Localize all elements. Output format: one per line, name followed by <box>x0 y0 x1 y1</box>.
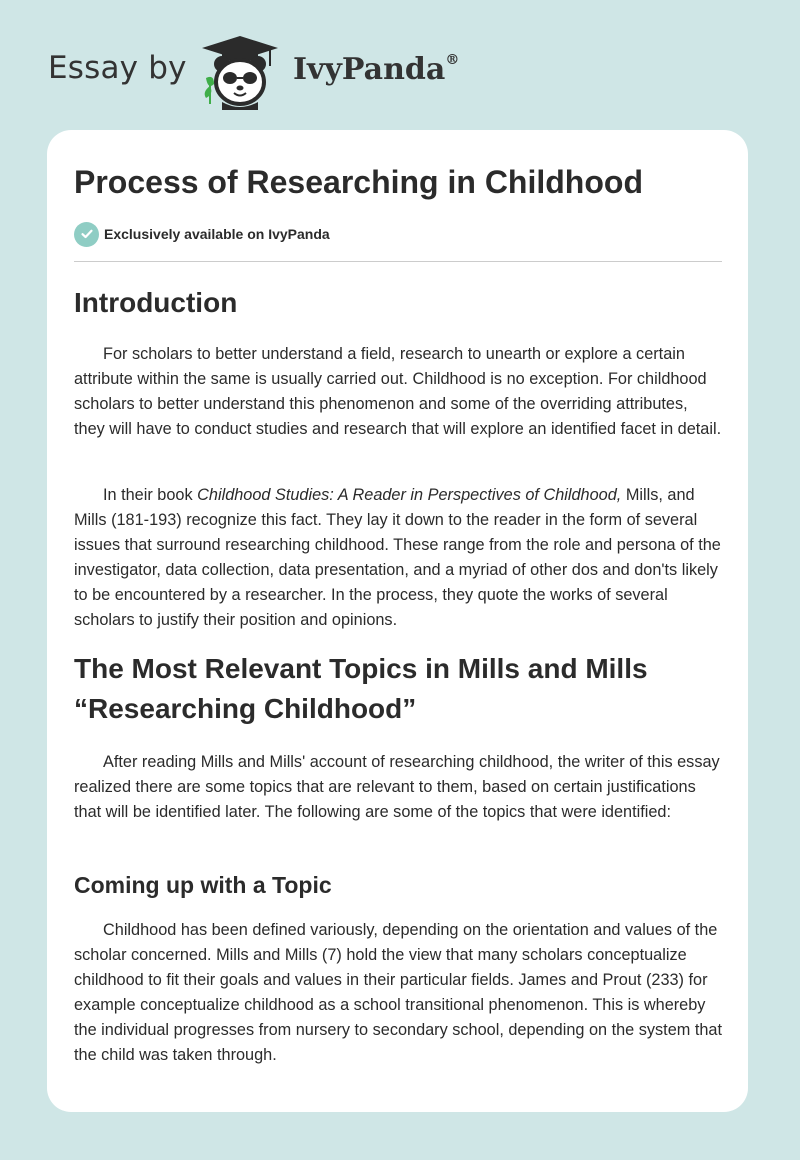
article-title: Process of Researching in Childhood <box>74 164 643 200</box>
paragraph-intro-2 <box>74 483 722 633</box>
section-heading-topics: The Most Relevant Topics in Mills and Mills “Researching Childhood” <box>74 653 648 724</box>
panda-logo-icon <box>200 34 280 110</box>
book-title: Childhood Studies: A Reader in Perspectives of Childhood, <box>197 486 622 504</box>
brand-text: IvyPanda <box>293 52 446 87</box>
site-header <box>0 0 800 130</box>
registered-mark: ® <box>445 52 460 68</box>
article-card <box>47 130 748 1112</box>
paragraph-intro-1: For scholars to better understand a field, research to unearth or explore a certain attribute within the same is usually carried out. Childhood is no exception. For childhood scholars to better understand this phenomenon and some of the overriding attributes, they will have to conduct studies and research that will explore an identified facet in detail. <box>74 345 722 438</box>
exclusive-badge <box>74 221 330 247</box>
paragraph-intro-2-rest: Mills, and Mills (181-193) recognize this fact. They lay it down to the reader in the form of several issues that surround researching childhood. These range from the role and persona of the investigator, data collection, data presentation, and a myriad of other dos and don'ts likely to be encountered by a researcher. In the process, they quote the works of several scholars to justify their position and opinions. <box>74 486 721 629</box>
paragraph-intro-2-lead: In their book <box>103 486 198 504</box>
section-heading-introduction: Introduction <box>74 287 238 318</box>
essay-by-label: Essay by <box>48 50 187 86</box>
exclusive-badge-label: Exclusively available on IvyPanda <box>104 226 330 242</box>
subsection-heading-topic: Coming up with a Topic <box>74 872 332 898</box>
paragraph-topic-1: Childhood has been defined variously, depending on the orientation and values of the scholar concerned. Mills and Mills (7) hold the view that many scholars conceptualize childhood to fit their goals and values in their particular fields. James and Prout (233) for example conceptualize childhood as a school transitional phenomenon. This is whereby the individual progresses from nursery to secondary school, depending on the system that the child was taken through. <box>74 921 722 1064</box>
divider <box>74 261 722 262</box>
brand-name <box>293 52 459 87</box>
paragraph-topics-1: After reading Mills and Mills' account of researching childhood, the writer of this essay realized there are some topics that are relevant to them, based on certain justifications that will be identified later. The following are some of the topics that were identified: <box>74 753 720 821</box>
check-circle-icon <box>74 222 99 247</box>
